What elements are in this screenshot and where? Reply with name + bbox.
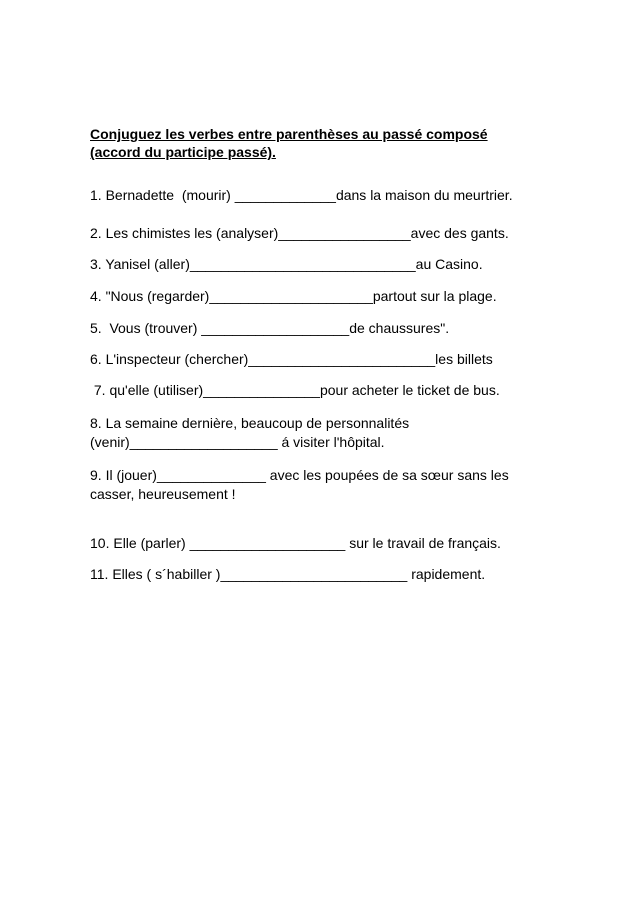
exercise-line: 8. La semaine dernière, beaucoup de personnalités xyxy=(90,415,410,431)
exercise-line: 3. Yanisel (aller)_____________________________au Casino. xyxy=(90,256,483,272)
exercise-line: 2. Les chimistes les (analyser)_________________avec des gants. xyxy=(90,225,509,241)
exercise-line: 4. "Nous (regarder)_____________________partout sur la plage. xyxy=(90,288,497,304)
exercise-10 xyxy=(90,535,560,552)
exercise-9 xyxy=(90,466,560,504)
exercise-3 xyxy=(90,256,560,273)
exercise-2 xyxy=(90,225,560,242)
exercise-1 xyxy=(90,187,560,204)
exercise-line: casser, heureusement ! xyxy=(90,486,236,502)
exercise-6 xyxy=(90,351,560,368)
exercise-line: (venir)___________________ á visiter l'hôpital. xyxy=(90,434,385,450)
exercise-7 xyxy=(90,382,560,399)
exercise-line: 6. L'inspecteur (chercher)________________________les billets xyxy=(90,351,493,367)
exercise-line: 7. qu'elle (utiliser)_______________pour acheter le ticket de bus. xyxy=(90,382,500,398)
exercise-line: 1. Bernadette (mourir) _____________dans la maison du meurtrier. xyxy=(90,187,513,203)
exercise-line: 10. Elle (parler) ____________________ sur le travail de français. xyxy=(90,535,501,551)
exercise-line: 11. Elles ( s´habiller )________________________ rapidement. xyxy=(90,566,486,582)
exercise-11 xyxy=(90,566,560,583)
title-line-1: Conjuguez les verbes entre parenthèses au passé composé xyxy=(90,126,488,142)
exercise-5 xyxy=(90,320,560,337)
title-line-2: (accord du participe passé). xyxy=(90,144,276,160)
exercise-8 xyxy=(90,414,560,452)
worksheet-title xyxy=(90,125,560,161)
exercise-line: 5. Vous (trouver) ___________________de chaussures". xyxy=(90,320,450,336)
exercise-line: 9. Il (jouer)______________ avec les poupées de sa sœur sans les xyxy=(90,467,509,483)
exercise-4 xyxy=(90,288,560,305)
